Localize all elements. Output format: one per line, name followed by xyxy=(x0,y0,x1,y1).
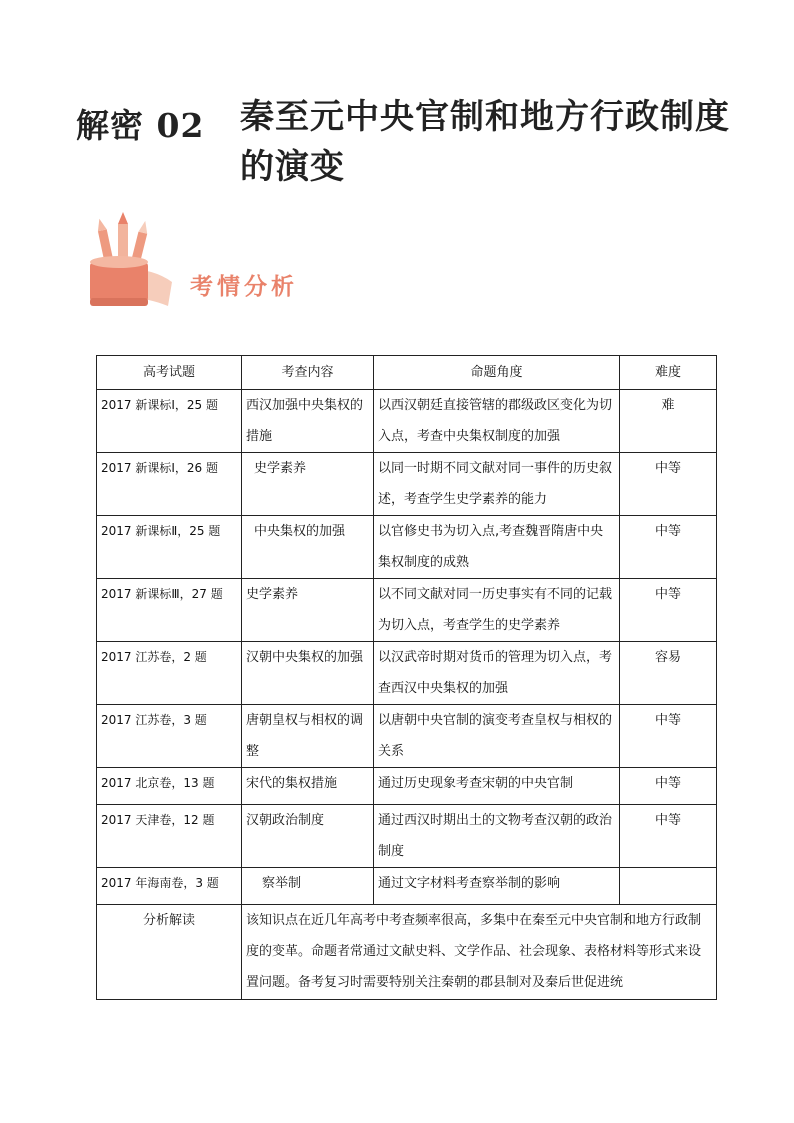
cell-content: 唐朝皇权与相权的调整 xyxy=(242,705,374,768)
analysis-label: 分析解读 xyxy=(97,905,242,1000)
cell-exam: 2017 天津卷，12 题 xyxy=(97,805,242,868)
header-exam: 高考试题 xyxy=(97,356,242,390)
cell-difficulty: 中等 xyxy=(620,579,717,642)
section-label: 考情分析 xyxy=(190,273,298,300)
table-row xyxy=(97,705,717,768)
cell-exam: 2017 年海南卷，3 题 xyxy=(97,868,242,905)
cell-angle: 通过历史现象考查宋朝的中央官制 xyxy=(374,768,620,805)
cell-content: 史学素养 xyxy=(242,579,374,642)
cell-difficulty: 中等 xyxy=(620,516,717,579)
analysis-text: 该知识点在近几年高考中考查频率很高，多集中在秦至元中央官制和地方行政制度的变革。命题者常通过文献史料、文学作品、社会现象、表格材料等形式来设置问题。备考复习时需要特别关注秦朝的郡县制对及秦后世促进统 xyxy=(242,905,717,1000)
cell-difficulty: 难 xyxy=(620,390,717,453)
cell-angle: 以不同文献对同一历史事实有不同的记载为切入点，考查学生的史学素养 xyxy=(374,579,620,642)
cell-difficulty: 中等 xyxy=(620,453,717,516)
cell-difficulty: 中等 xyxy=(620,805,717,868)
table-row xyxy=(97,579,717,642)
table-row xyxy=(97,453,717,516)
header-angle: 命题角度 xyxy=(374,356,620,390)
table-row xyxy=(97,390,717,453)
cell-content: 西汉加强中央集权的措施 xyxy=(242,390,374,453)
cell-exam: 2017 江苏卷，3 题 xyxy=(97,705,242,768)
cell-exam: 2017 新课标Ⅱ，25 题 xyxy=(97,516,242,579)
table-row xyxy=(97,768,717,805)
cell-angle: 通过文字材料考查察举制的影响 xyxy=(374,868,620,905)
cell-angle: 以汉武帝时期对货币的管理为切入点，考查西汉中央集权的加强 xyxy=(374,642,620,705)
cell-exam: 2017 新课标Ⅲ，27 题 xyxy=(97,579,242,642)
cell-content: 中央集权的加强 xyxy=(242,516,374,579)
cell-angle: 以西汉朝廷直接管辖的郡级政区变化为切入点，考查中央集权制度的加强 xyxy=(374,390,620,453)
cell-difficulty: 中等 xyxy=(620,768,717,805)
table-row xyxy=(97,868,717,905)
pencil-cup-icon xyxy=(84,210,194,315)
cell-angle: 以唐朝中央官制的演变考查皇权与相权的关系 xyxy=(374,705,620,768)
title-prefix: 解密 02 xyxy=(76,106,205,145)
cell-angle: 以同一时期不同文献对同一事件的历史叙述，考查学生史学素养的能力 xyxy=(374,453,620,516)
header-content: 考查内容 xyxy=(242,356,374,390)
table-row xyxy=(97,642,717,705)
cell-exam: 2017 新课标Ⅰ，25 题 xyxy=(97,390,242,453)
table-row xyxy=(97,516,717,579)
cell-content: 史学素养 xyxy=(242,453,374,516)
table-header-row xyxy=(97,356,717,390)
cell-difficulty: 容易 xyxy=(620,642,717,705)
table-row xyxy=(97,805,717,868)
cell-content: 汉朝政治制度 xyxy=(242,805,374,868)
cell-exam: 2017 江苏卷，2 题 xyxy=(97,642,242,705)
title-main: 秦至元中央官制和地方行政制度的演变 xyxy=(240,97,730,187)
cell-angle: 通过西汉时期出土的文物考查汉朝的政治制度 xyxy=(374,805,620,868)
cell-content: 察举制 xyxy=(242,868,374,905)
cell-exam: 2017 新课标Ⅰ，26 题 xyxy=(97,453,242,516)
cell-angle: 以官修史书为切入点,考查魏晋隋唐中央集权制度的成熟 xyxy=(374,516,620,579)
section-header xyxy=(84,210,324,320)
cell-exam: 2017 北京卷，13 题 xyxy=(97,768,242,805)
cell-content: 汉朝中央集权的加强 xyxy=(242,642,374,705)
cell-difficulty: 中等 xyxy=(620,705,717,768)
exam-analysis-table xyxy=(96,355,717,1000)
analysis-row xyxy=(97,905,717,1000)
cell-difficulty xyxy=(620,868,717,905)
header-difficulty: 难度 xyxy=(620,356,717,390)
cell-content: 宋代的集权措施 xyxy=(242,768,374,805)
